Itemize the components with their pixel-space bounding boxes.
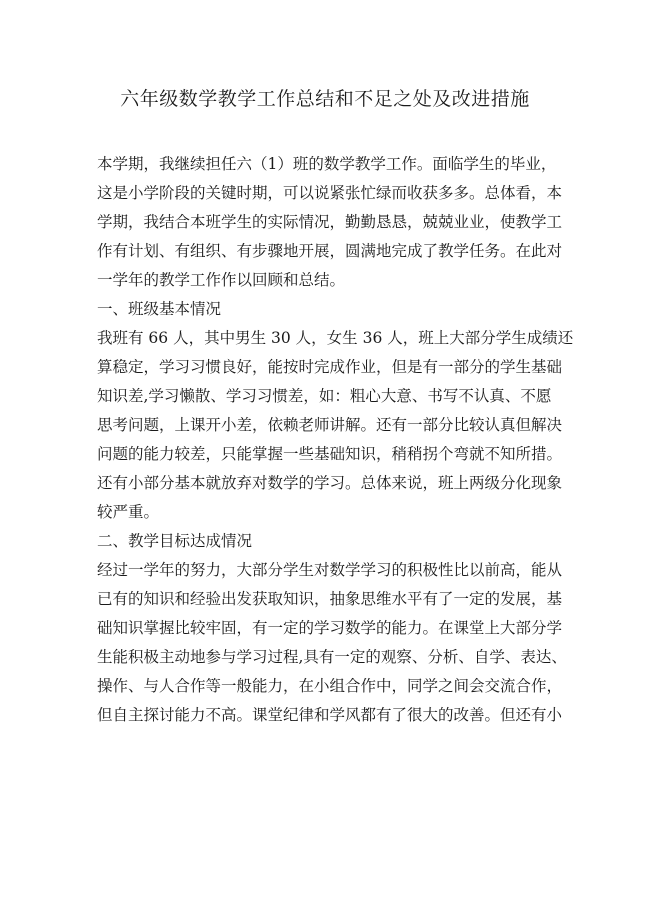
body-line: 经过一学年的努力，大部分学生对数学学习的积极性比以前高，能从: [97, 561, 563, 579]
body-line: 操作、与人合作等一般能力，在小组合作中，同学之间会交流合作，: [97, 677, 563, 695]
body-line: 本学期，我继续担任六（1）班的数学教学工作。面临学生的毕业，: [97, 155, 557, 173]
body-line: 思考问题，上课开小差，依赖老师讲解。还有一部分比较认真但解决: [97, 416, 563, 434]
body-line: 较严重。: [97, 503, 160, 521]
body-line: 学期，我结合本班学生的实际情况，勤勤恳恳，兢兢业业，使教学工: [97, 213, 563, 231]
body-line: 生能积极主动地参与学习过程,具有一定的观察、分析、自学、表达、: [97, 648, 567, 666]
section-heading: 二、教学目标达成情况: [97, 532, 253, 550]
body-line: 作有计划、有组织、有步骤地开展，圆满地完成了教学任务。在此对: [97, 242, 563, 260]
body-line: 算稳定，学习习惯良好，能按时完成作业，但是有一部分的学生基础: [97, 358, 563, 376]
body-line: 已有的知识和经验出发获取知识，抽象思维水平有了一定的发展，基: [97, 590, 563, 608]
document-body: [97, 150, 574, 730]
body-line: 础知识掌握比较牢固，有一定的学习数学的能力。在课堂上大部分学: [97, 619, 563, 637]
body-line: 知识差,学习懒散、学习习惯差，如：粗心大意、书写不认真、不愿: [97, 387, 552, 405]
body-line: 这是小学阶段的关键时期，可以说紧张忙绿而收获多多。总体看，本: [97, 184, 563, 202]
body-line: 我班有 66 人，其中男生 30 人，女生 36 人，班上大部分学生成绩还: [97, 329, 574, 347]
body-line: 但自主探讨能力不高。课堂纪律和学风都有了很大的改善。但还有小: [97, 706, 563, 724]
body-line: 一学年的教学工作作以回顾和总结。: [97, 271, 346, 289]
body-line: 还有小部分基本就放弃对数学的学习。总体来说，班上两级分化现象: [97, 474, 563, 492]
document-title: 六年级数学教学工作总结和不足之处及改进措施: [120, 88, 530, 110]
section-heading: 一、班级基本情况: [97, 300, 222, 318]
body-line: 问题的能力较差，只能掌握一些基础知识，稍稍拐个弯就不知所措。: [97, 445, 563, 463]
